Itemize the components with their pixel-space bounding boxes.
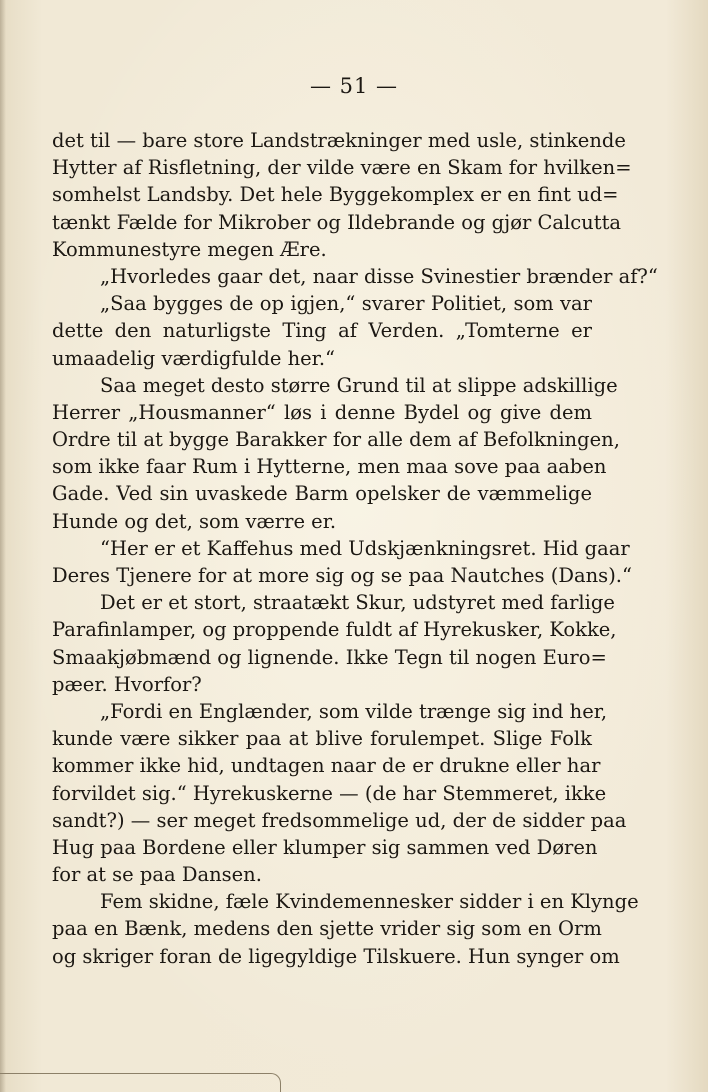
text-line: og skriger foran de ligegyldige Tilskuere. Hun synger om xyxy=(52,944,620,968)
text-line: Fem skidne, fæle Kvindemennesker sidder i en Klynge xyxy=(100,890,639,914)
text-line: Kommunestyre megen Ære. xyxy=(52,237,327,261)
text-line: Hug paa Bordene eller klumper sig sammen ved Døren xyxy=(52,835,598,859)
text-line: pæer. Hvorfor? xyxy=(52,672,202,696)
text-line: for at se paa Dansen. xyxy=(52,863,262,887)
text-line: Gade. Ved sin uvaskede Barm opelsker de væmmelige xyxy=(52,482,592,506)
text-line: Deres Tjenere for at more sig og se paa Nautches (Dans).“ xyxy=(52,564,632,587)
text-line: Smaakjøbmænd og lignende. Ikke Tegn til nogen Euro= xyxy=(52,645,607,669)
text-line: sandt?) — ser meget fredsommelige ud, der de sidder paa xyxy=(52,808,627,832)
text-line: tænkt Fælde for Mikrober og Ildebrande og gjør Calcutta xyxy=(52,210,622,234)
body-text xyxy=(52,127,658,970)
page-gutter-shadow xyxy=(0,0,6,1092)
text-line: kunde være sikker paa at blive forulempet. Slige Folk xyxy=(52,727,592,751)
text-line: paa en Bænk, medens den sjette vrider sig som en Orm xyxy=(52,917,602,941)
text-line: forvildet sig.“ Hyrekuskerne — (de har Stemmeret, ikke xyxy=(52,781,607,805)
text-line: „Hvorledes gaar det, naar disse Svinestier brænder af?“ xyxy=(100,264,658,288)
text-line: det til — bare store Landstrækninger med usle, stinkende xyxy=(52,129,626,152)
text-line: kommer ikke hid, undtagen naar de er drukne eller har xyxy=(52,754,601,778)
text-line: dette den naturligste Ting af Verden. „Tomterne er xyxy=(52,319,592,343)
text-line: Saa meget desto større Grund til at slippe adskillige xyxy=(100,373,618,397)
text-line: Herrer „Housmanner“ løs i denne Bydel og give dem xyxy=(52,400,592,424)
text-line: Det er et stort, straatækt Skur, udstyret med farlige xyxy=(100,591,615,615)
text-line: som ikke faar Rum i Hytterne, men maa sove paa aaben xyxy=(52,455,607,479)
text-line: Hunde og det, som værre er. xyxy=(52,509,337,533)
text-line: Hytter af Risfletning, der vilde være en Skam for hvilken= xyxy=(52,156,632,180)
text-line: umaadelig værdigfulde her.“ xyxy=(52,346,336,370)
text-line: Parafinlamper, og proppende fuldt af Hyrekusker, Kokke, xyxy=(52,618,617,642)
text-line: „Fordi en Englænder, som vilde trænge sig ind her, xyxy=(100,699,608,723)
page-number: — 51 — xyxy=(309,74,399,98)
page-tab-edge xyxy=(0,1073,281,1092)
text-line: „Saa bygges de op igjen,“ svarer Politiet, som var xyxy=(100,292,592,316)
text-line: “Her er et Kaffehus med Udskjænkningsret. Hid gaar xyxy=(100,536,630,560)
text-line: Ordre til at bygge Barakker for alle dem af Befolkningen, xyxy=(52,428,620,452)
text-line: somhelst Landsby. Det hele Byggekomplex er en fint ud= xyxy=(52,183,619,207)
